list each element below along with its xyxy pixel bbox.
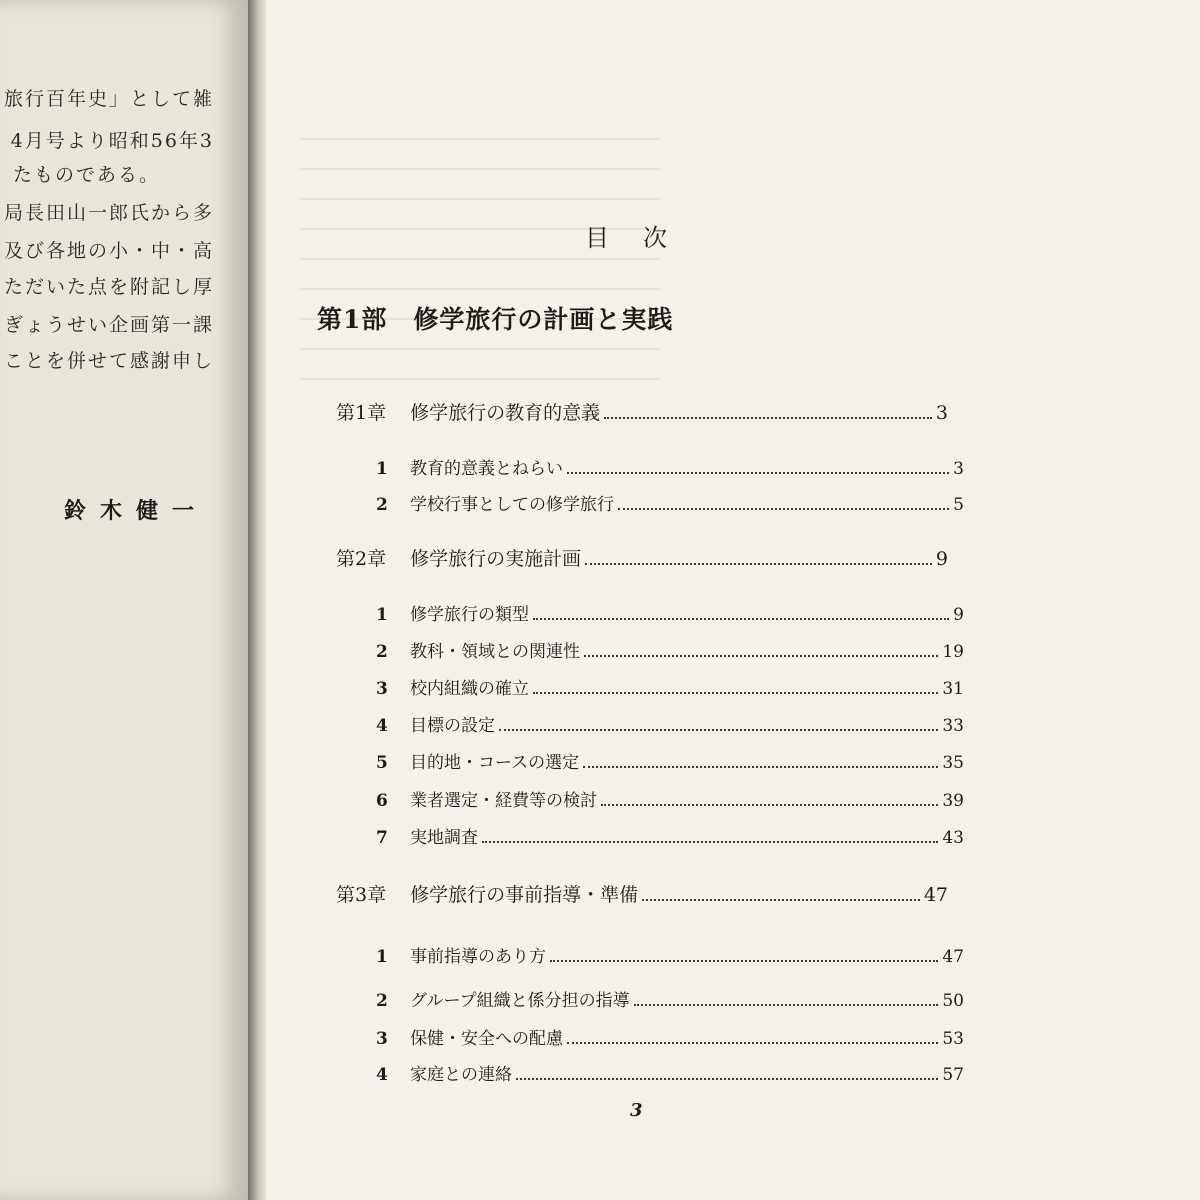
section-entry	[376, 748, 964, 774]
section-number: 2	[376, 642, 388, 662]
dot-leader	[567, 1042, 938, 1044]
chapter-page: 47	[923, 884, 948, 906]
dot-leader	[533, 618, 949, 620]
section-title: 事前指導のあり方	[410, 947, 546, 967]
section-page: 43	[942, 828, 964, 848]
section-entry	[376, 786, 964, 812]
dot-leader	[550, 960, 938, 962]
section-title: 教科・領域との関連性	[410, 642, 580, 662]
section-entry	[376, 637, 964, 663]
section-title: 目的地・コースの選定	[410, 753, 580, 773]
dot-leader	[533, 692, 938, 694]
dot-leader	[585, 563, 932, 565]
section-number: 3	[376, 679, 388, 699]
section-page: 33	[942, 716, 964, 736]
chapter-page: 9	[935, 548, 948, 570]
section-entry	[376, 1024, 964, 1050]
section-page: 57	[942, 1065, 964, 1085]
section-title: 実地調査	[410, 828, 478, 848]
chapter-entry	[336, 398, 948, 426]
section-page: 19	[942, 642, 964, 662]
chapter-label: 第1章	[336, 402, 387, 424]
section-title: 保健・安全への配慮	[410, 1029, 563, 1049]
dot-leader	[634, 1004, 939, 1006]
left-page	[0, 0, 248, 1200]
section-entry	[376, 711, 964, 737]
chapter-entry	[336, 880, 948, 908]
section-entry	[376, 1060, 964, 1086]
section-number: 6	[376, 791, 388, 811]
section-number: 1	[376, 605, 388, 625]
left-text-line: 4月号より昭和56年3	[10, 130, 214, 152]
dot-leader	[642, 899, 920, 901]
section-number: 2	[376, 495, 388, 515]
left-text-line: 局長田山一郎氏から多	[3, 202, 214, 224]
section-page: 31	[942, 679, 964, 699]
part-label: 第1部	[317, 305, 388, 334]
chapter-title: 修学旅行の実施計画	[410, 548, 582, 570]
left-text-line: 及び各地の小・中・高	[3, 240, 214, 262]
dot-leader	[499, 729, 938, 731]
section-number: 1	[376, 459, 388, 479]
section-entry	[376, 490, 964, 516]
dot-leader	[601, 804, 938, 806]
section-entry	[376, 600, 964, 626]
section-page: 5	[953, 495, 964, 515]
dot-leader	[516, 1078, 938, 1080]
section-number: 1	[376, 947, 388, 967]
part-heading	[317, 300, 673, 336]
section-title: 修学旅行の類型	[410, 605, 529, 625]
section-number: 4	[376, 716, 388, 736]
section-page: 35	[942, 753, 964, 773]
section-entry	[376, 942, 964, 968]
section-entry	[376, 823, 964, 849]
chapter-label: 第3章	[336, 884, 387, 906]
chapter-title: 修学旅行の事前指導・準備	[410, 884, 639, 906]
section-page: 39	[942, 791, 964, 811]
section-page: 53	[942, 1029, 964, 1049]
section-number: 5	[376, 753, 388, 773]
section-number: 2	[376, 991, 388, 1011]
dot-leader	[583, 766, 938, 768]
chapter-title: 修学旅行の教育的意義	[410, 402, 601, 424]
section-title: グループ組織と係分担の指導	[410, 991, 630, 1011]
section-number: 7	[376, 828, 388, 848]
section-page: 50	[942, 991, 964, 1011]
chapter-page: 3	[935, 402, 948, 424]
section-entry	[376, 674, 964, 700]
section-entry	[376, 454, 964, 480]
dot-leader	[584, 655, 938, 657]
left-text-line: ただいた点を附記し厚	[3, 276, 214, 298]
section-title: 家庭との連絡	[410, 1065, 512, 1085]
left-text-line: たものである。	[12, 164, 160, 186]
book-gutter	[248, 0, 266, 1200]
chapter-entry	[336, 544, 948, 572]
left-text-line: 旅行百年史」として雑	[3, 88, 214, 110]
dot-leader	[604, 417, 932, 419]
left-text-line: ぎょうせい企画第一課	[3, 314, 214, 336]
dot-leader	[567, 472, 949, 474]
toc-title: 目次	[585, 224, 701, 252]
dot-leader	[618, 508, 949, 510]
part-title: 修学旅行の計画と実践	[413, 305, 674, 334]
section-page: 47	[942, 947, 964, 967]
section-title: 目標の設定	[410, 716, 495, 736]
section-page: 3	[953, 459, 964, 479]
section-title: 学校行事としての修学旅行	[410, 495, 614, 515]
dot-leader	[482, 841, 938, 843]
page-number: 3	[630, 1100, 643, 1121]
section-number: 4	[376, 1065, 388, 1085]
section-title: 校内組織の確立	[410, 679, 529, 699]
left-text-line: ことを併せて感謝申し	[3, 350, 214, 372]
author-name: 鈴木健一	[63, 498, 208, 524]
section-entry	[376, 986, 964, 1012]
section-number: 3	[376, 1029, 388, 1049]
section-title: 業者選定・経費等の検討	[410, 791, 597, 811]
section-title: 教育的意義とねらい	[410, 459, 563, 479]
section-page: 9	[953, 605, 964, 625]
chapter-label: 第2章	[336, 548, 387, 570]
